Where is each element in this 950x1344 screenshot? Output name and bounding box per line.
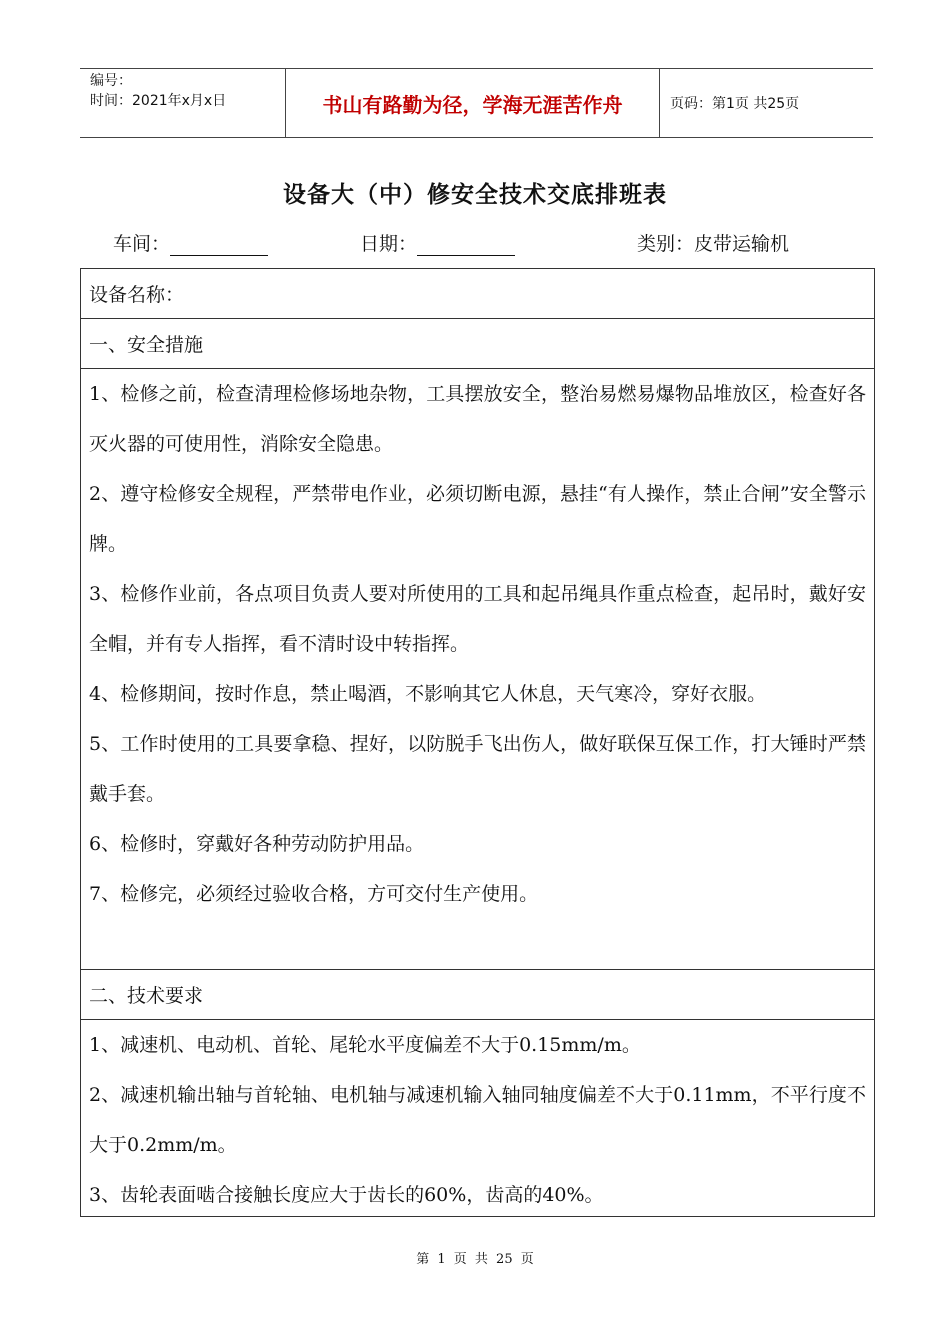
tech-item: 1、减速机、电动机、首轮、尾轮水平度偏差不大于0.15mm/m。 [89, 1034, 641, 1056]
safety-item: 1、检修之前，检查清理检修场地杂物，工具摆放安全，整治易燃易爆物品堆放区，检查好各灭火器的可使用性，消除安全隐患。 [89, 383, 866, 455]
date-field [360, 229, 515, 256]
page-title: 设备大（中）修安全技术交底排班表 [283, 182, 667, 208]
workshop-field [113, 229, 268, 256]
safety-heading-row [81, 319, 874, 369]
page-footer: 第 1 页 共 25 页 [416, 1252, 534, 1267]
tech-heading-row [81, 970, 874, 1020]
handover-table [80, 268, 875, 1217]
category-field: 类别：皮带运输机 [637, 233, 790, 255]
equipment-name-row [81, 269, 874, 319]
tech-item: 3、齿轮表面啮合接触长度应大于齿长的60%，齿高的40%。 [89, 1184, 604, 1206]
safety-item: 6、检修时，穿戴好各种劳动防护用品。 [89, 833, 425, 855]
safety-item: 4、检修期间，按时作息，禁止喝酒，不影响其它人休息，天气寒冷，穿好衣服。 [89, 683, 767, 705]
header-page-info: 页码：第1页 共25页 [670, 96, 800, 112]
safety-item: 3、检修作业前，各点项目负责人要对所使用的工具和起吊绳具作重点检查，起吊时，戴好安全帽，并有专人指挥，看不清时设中转指挥。 [89, 583, 866, 655]
safety-item: 5、工作时使用的工具要拿稳、捏好，以防脱手飞出伤人，做好联保互保工作，打大锤时严禁戴手套。 [89, 733, 866, 805]
document-code: 编号： [90, 73, 132, 89]
date-blank [417, 235, 515, 256]
document-time: 时间：2021年x月x日 [90, 93, 227, 109]
date-label: 日期： [360, 233, 418, 255]
tech-item: 2、减速机输出轴与首轮轴、电机轴与减速机输入轴同轴度偏差不大于0.11mm，不平行度不大于0.2mm/m。 [89, 1084, 866, 1156]
tech-requirements-row [81, 1020, 874, 1220]
safety-item: 7、检修完，必须经过验收合格，方可交付生产使用。 [89, 883, 539, 905]
workshop-label: 车间： [113, 233, 171, 255]
tech-heading: 二、技术要求 [89, 985, 204, 1007]
equipment-name-label: 设备名称： [89, 284, 185, 306]
document-header [80, 68, 873, 138]
header-motto: 书山有路勤为径，学海无涯苦作舟 [285, 69, 660, 137]
workshop-blank [170, 235, 268, 256]
header-info [80, 69, 285, 137]
safety-measures-row [81, 369, 874, 970]
safety-item: 2、遵守检修安全规程，严禁带电作业，必须切断电源，悬挂“有人操作，禁止合闸”安全警示牌。 [89, 483, 866, 555]
safety-heading: 一、安全措施 [89, 334, 204, 356]
